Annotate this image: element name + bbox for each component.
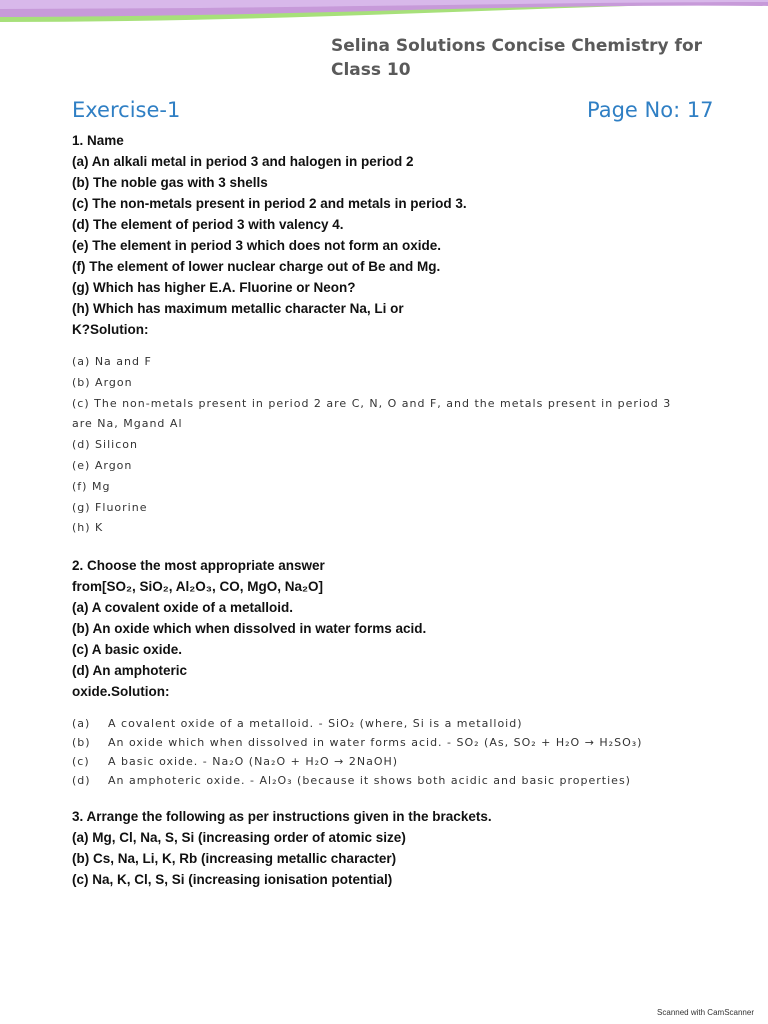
answer-line: (a) Na and F: [72, 355, 152, 368]
question-line: (c) Na, K, Cl, S, Si (increasing ionisation potential): [72, 872, 393, 888]
question-2: [72, 555, 702, 702]
question-line: oxide.Solution:: [72, 684, 170, 700]
question-line: (a) An alkali metal in period 3 and halogen in period 2: [72, 154, 414, 169]
answer-line: (c) The non-metals present in period 2 are C, N, O and F, and the metals present in period 3: [72, 396, 672, 410]
answer-line: (d) Silicon: [72, 438, 138, 452]
answer-letter: (b): [72, 736, 91, 750]
question-3: [72, 806, 702, 890]
answers-1: [72, 352, 702, 539]
decorative-banner: [0, 0, 768, 30]
question-line: (e) The element in period 3 which does not form an oxide.: [72, 238, 442, 253]
answer-line: (e) Argon: [72, 458, 133, 472]
spacer: [72, 790, 702, 806]
question-line: (g) Which has higher E.A. Fluorine or Neon?: [72, 280, 356, 295]
question-1: [72, 130, 702, 340]
answer-line: (f) Mg: [72, 479, 111, 493]
question-line: (d) The element of period 3 with valency 4.: [72, 217, 344, 232]
answer-row: [72, 714, 702, 733]
answer-letter: (d): [72, 774, 91, 788]
question-line: (f) The element of lower nuclear charge out of Be and Mg.: [72, 259, 441, 274]
page-number: Page No: 17: [587, 98, 714, 122]
spacer: [72, 539, 702, 555]
answer-letter: (c): [72, 755, 90, 769]
question-line: (c) A basic oxide.: [72, 642, 183, 658]
answer-row: [72, 771, 702, 790]
answer-text: An amphoteric oxide. - Al₂O₃ (because it shows both acidic and basic properties): [108, 774, 631, 788]
answers-2: [72, 714, 702, 790]
spacer: [72, 340, 702, 352]
question-line: 3. Arrange the following as per instructions given in the brackets.: [72, 809, 492, 825]
question-line: 2. Choose the most appropriate answer: [72, 558, 325, 574]
question-line: (c) The non-metals present in period 2 and metals in period 3.: [72, 196, 467, 211]
scanner-watermark: Scanned with CamScanner: [657, 1008, 754, 1017]
question-line: 1. Name: [72, 133, 124, 148]
book-title: Selina Solutions Concise Chemistry for Class 10: [331, 36, 703, 80]
answer-line: (h) K: [72, 521, 104, 535]
answer-line: (g) Fluorine: [72, 500, 148, 514]
question-line: (d) An amphoteric: [72, 663, 188, 679]
answer-row: [72, 752, 702, 771]
answer-row: [72, 733, 702, 752]
question-line: (h) Which has maximum metallic character Na, Li or: [72, 301, 404, 316]
answer-line: (b) Argon: [72, 375, 133, 389]
question-line: from[SO₂, SiO₂, Al₂O₃, CO, MgO, Na₂O]: [72, 579, 323, 595]
question-line: (a) A covalent oxide of a metalloid.: [72, 600, 294, 616]
answer-text: An oxide which when dissolved in water forms acid. - SO₂ (As, SO₂ + H₂O → H₂SO₃): [108, 736, 643, 750]
question-line: (b) The noble gas with 3 shells: [72, 175, 268, 190]
answer-letter: (a): [72, 717, 91, 731]
question-line: K?Solution:: [72, 322, 149, 337]
answer-text: A covalent oxide of a metalloid. - SiO₂ (where, Si is a metalloid): [108, 717, 523, 731]
answer-line: are Na, Mgand Al: [72, 417, 183, 431]
answer-text: A basic oxide. - Na₂O (Na₂O + H₂O → 2NaOH): [108, 755, 399, 769]
question-line: (a) Mg, Cl, Na, S, Si (increasing order of atomic size): [72, 830, 406, 846]
question-line: (b) An oxide which when dissolved in water forms acid.: [72, 621, 427, 637]
question-line: (b) Cs, Na, Li, K, Rb (increasing metallic character): [72, 851, 397, 867]
document-body: [72, 130, 702, 890]
exercise-title: Exercise-1: [72, 98, 181, 122]
spacer: [72, 702, 702, 714]
